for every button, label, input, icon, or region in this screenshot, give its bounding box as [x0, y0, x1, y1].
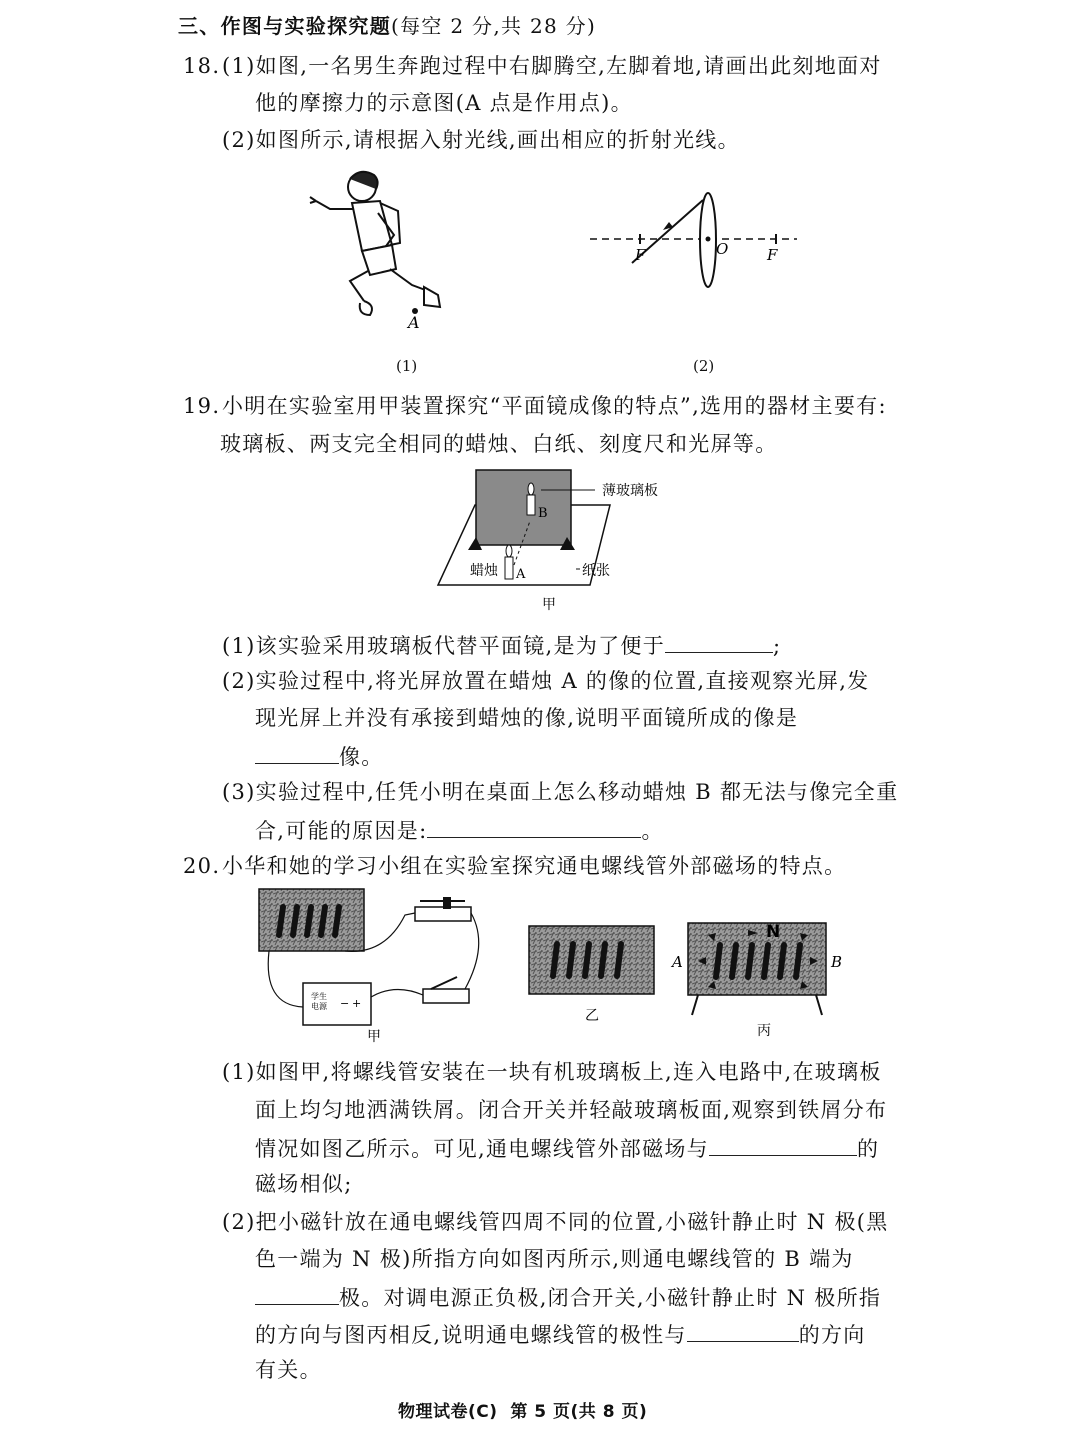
- q19-sub2-line2: 现光屏上并没有承接到蜡烛的像,说明平面镜所成的像是: [255, 706, 799, 730]
- q19-sub2-line3: [255, 741, 384, 771]
- page-footer: 物理试卷(C) 第 5 页(共 8 页): [398, 1402, 648, 1422]
- section-title-text: 三、作图与实验探究题: [178, 14, 391, 38]
- answer-blank-3[interactable]: [427, 815, 641, 838]
- glass-plate: [476, 470, 571, 545]
- answer-blank-2[interactable]: [255, 741, 339, 764]
- q20-sub1-line4: 磁场相似;: [255, 1172, 353, 1196]
- q19-intro-line1: 小明在实验室用甲装置探究“平面镜成像的特点”,选用的器材主要有:: [222, 394, 887, 418]
- q20-sub2-line5: 有关。: [255, 1358, 322, 1382]
- q20-sub1-end: 的: [856, 1137, 880, 1161]
- switch: [423, 989, 469, 1003]
- q20-sub2-line4: [255, 1319, 866, 1349]
- iron-filings-figure: [525, 920, 660, 1030]
- answer-blank-5[interactable]: [255, 1282, 339, 1305]
- compass-solenoid-figure: [668, 915, 848, 1045]
- fig-n-label: N: [766, 922, 781, 942]
- q18-part1-line2: 他的摩擦力的示意图(A 点是作用点)。: [255, 91, 633, 115]
- focus-right-label: F: [767, 246, 778, 264]
- section-score-note: (每空 2 分,共 28 分): [391, 14, 597, 38]
- q18-part1-line1: (1)如图,一名男生奔跑过程中右脚腾空,左脚着地,请画出此刻地面对: [222, 54, 882, 78]
- rheostat: [415, 907, 471, 921]
- q20-intro: 小华和她的学习小组在实验室探究通电螺线管外部磁场的特点。: [222, 854, 847, 878]
- glass-plate-label: 薄玻璃板: [602, 483, 658, 499]
- q20-sub2-line4-end: 的方向: [798, 1323, 866, 1347]
- end-b-label: B: [831, 953, 843, 971]
- plus-terminal: +: [352, 997, 362, 1010]
- q20-number: 20.: [183, 854, 221, 878]
- fig2-caption: (2): [693, 357, 715, 375]
- q20-sub1-text: 情况如图乙所示。可见,通电螺线管外部磁场与: [255, 1137, 709, 1161]
- q20-sub2-line1: (2)把小磁针放在通电螺线管四周不同的位置,小磁针静止时 N 极(黑: [222, 1210, 889, 1234]
- paper-label: 纸张: [582, 563, 610, 579]
- fig-bing-label: 丙: [757, 1023, 771, 1039]
- q19-sub3-text: 合,可能的原因是:: [255, 819, 428, 843]
- q20-sub2-line3: [255, 1282, 881, 1312]
- plane-mirror-apparatus: [430, 465, 680, 615]
- q20-sub2-line2: 色一端为 N 极)所指方向如图丙所示,则通电螺线管的 B 端为: [255, 1247, 854, 1271]
- convex-lens-figure: [585, 190, 800, 295]
- q18-part2: (2)如图所示,请根据入射光线,画出相应的折射光线。: [222, 128, 740, 152]
- fig-jia-label: 甲: [367, 1029, 381, 1045]
- q19-sub3-end: 。: [641, 819, 664, 843]
- q19-number: 19.: [183, 394, 221, 418]
- solenoid-circuit-figure: [255, 885, 495, 1045]
- q19-sub3-line2: [255, 815, 664, 845]
- end-a-label: A: [672, 953, 683, 971]
- q19-sub1-text: (1)该实验采用玻璃板代替平面镜,是为了便于: [222, 634, 666, 658]
- q19-intro-line2: 玻璃板、两支完全相同的蜡烛、白纸、刻度尺和光屏等。: [220, 432, 778, 456]
- q19-sub2-end: 像。: [339, 745, 384, 769]
- q19-sub1: [222, 630, 781, 660]
- q20-sub2-line3-text: 极。对调电源正负极,闭合开关,小磁针静止时 N 极所指: [339, 1286, 882, 1310]
- minus-terminal: −: [340, 997, 350, 1010]
- q20-sub1-line1: (1)如图甲,将螺线管安装在一块有机玻璃板上,连入电路中,在玻璃板: [222, 1060, 882, 1084]
- answer-blank-6[interactable]: [687, 1319, 799, 1342]
- section-title: [178, 12, 596, 40]
- power-label-line2: 电源: [311, 1002, 327, 1011]
- fig1-caption: (1): [396, 357, 418, 375]
- running-boy-figure: [300, 165, 470, 380]
- q20-sub1-line2: 面上均匀地洒满铁屑。闭合开关并轻敲玻璃板面,观察到铁屑分布: [255, 1098, 888, 1122]
- q19-sub2-line1: (2)实验过程中,将光屏放置在蜡烛 A 的像的位置,直接观察光屏,发: [222, 669, 870, 693]
- candle-b-label: B: [538, 506, 548, 521]
- power-label-line1: 学生: [311, 992, 327, 1001]
- q20-sub1-line3: [255, 1133, 879, 1163]
- optical-center-label: O: [716, 240, 729, 258]
- fig-jia-caption: 甲: [542, 597, 556, 613]
- candle-a-label: A: [516, 567, 526, 582]
- focus-left-label: F: [635, 246, 646, 264]
- q18-number: 18.: [183, 54, 221, 78]
- answer-blank-4[interactable]: [709, 1133, 857, 1156]
- q20-sub2-line4-text: 的方向与图丙相反,说明通电螺线管的极性与: [255, 1323, 687, 1347]
- fig-yi-label: 乙: [585, 1008, 599, 1024]
- q19-sub3-line1: (3)实验过程中,任凭小明在桌面上怎么移动蜡烛 B 都无法与像完全重: [222, 780, 899, 804]
- candle-label: 蜡烛: [470, 563, 498, 579]
- answer-blank-1[interactable]: [665, 630, 773, 653]
- q19-sub1-end: ;: [773, 634, 782, 658]
- fig1-point-label: A: [408, 313, 420, 332]
